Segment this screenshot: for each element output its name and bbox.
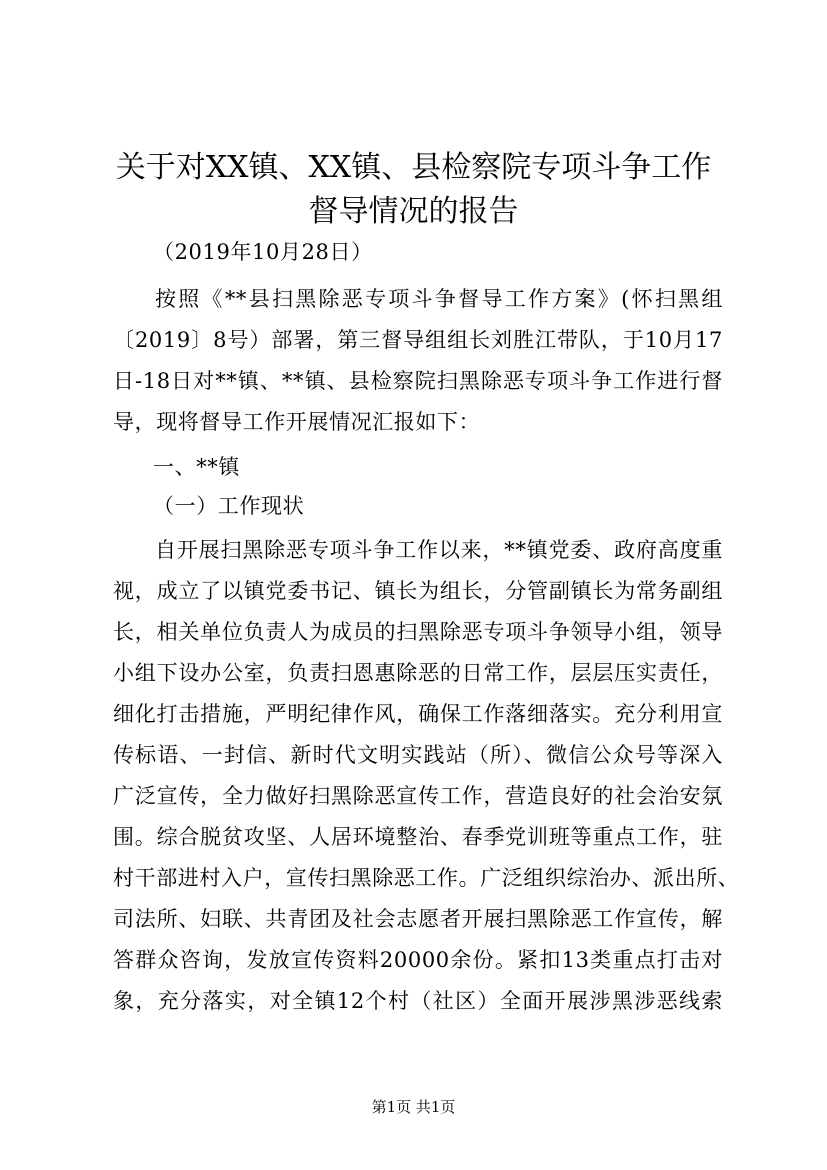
body-line-7: 广泛宣传，全力做好扫黑除恶宣传工作，营造良好的社会治安氛 — [113, 784, 723, 808]
report-title-line-1: 关于对XX镇、XX镇、县检察院专项斗争工作 — [115, 150, 712, 185]
intro-line-3: 日-18日对**镇、**镇、县检察院扫黑除恶专项斗争工作进行督 — [113, 369, 723, 393]
intro-line-2: 〔2019〕8号）部署，第三督导组组长刘胜江带队，于10月17 — [113, 328, 723, 352]
body-line-10: 司法所、妇联、共青团及社会志愿者开展扫黑除恶工作宣传，解 — [113, 907, 723, 931]
report-date: （2019年10月28日） — [153, 240, 373, 264]
body-line-1: 自开展扫黑除恶专项斗争工作以来，**镇党委、政府高度重 — [155, 538, 723, 562]
body-line-6: 传标语、一封信、新时代文明实践站（所）、微信公众号等深入 — [113, 743, 723, 767]
body-line-4: 小组下设办公室，负责扫恩惠除恶的日常工作，层层压实责任， — [113, 661, 723, 685]
section-heading: 一、**镇 — [153, 455, 240, 479]
body-line-3: 长，相关单位负责人为成员的扫黑除恶专项斗争领导小组，领导 — [113, 620, 723, 644]
body-line-8: 围。综合脱贫攻坚、人居环境整治、春季党训班等重点工作，驻 — [113, 825, 723, 849]
body-line-12: 象，充分落实，对全镇12个村（社区）全面开展涉黑涉恶线索 — [113, 989, 723, 1013]
body-line-9: 村干部进村入户，宣传扫黑除恶工作。广泛组织综治办、派出所、 — [113, 866, 740, 890]
body-line-11: 答群众咨询，发放宣传资料20000余份。紧扣13类重点打击对 — [113, 948, 723, 972]
intro-line-1: 按照《**县扫黑除恶专项斗争督导工作方案》(怀扫黑组 — [155, 287, 723, 311]
body-line-2: 视，成立了以镇党委书记、镇长为组长，分管副镇长为常务副组 — [113, 579, 723, 603]
body-line-5: 细化打击措施，严明纪律作风，确保工作落细落实。充分利用宣 — [113, 702, 723, 726]
intro-line-4: 导，现将督导工作开展情况汇报如下： — [113, 410, 481, 434]
subsection-heading: （一）工作现状 — [153, 494, 305, 518]
page-footer: 第1页 共1页 — [371, 1098, 456, 1116]
report-title-line-2: 督导情况的报告 — [308, 194, 519, 229]
